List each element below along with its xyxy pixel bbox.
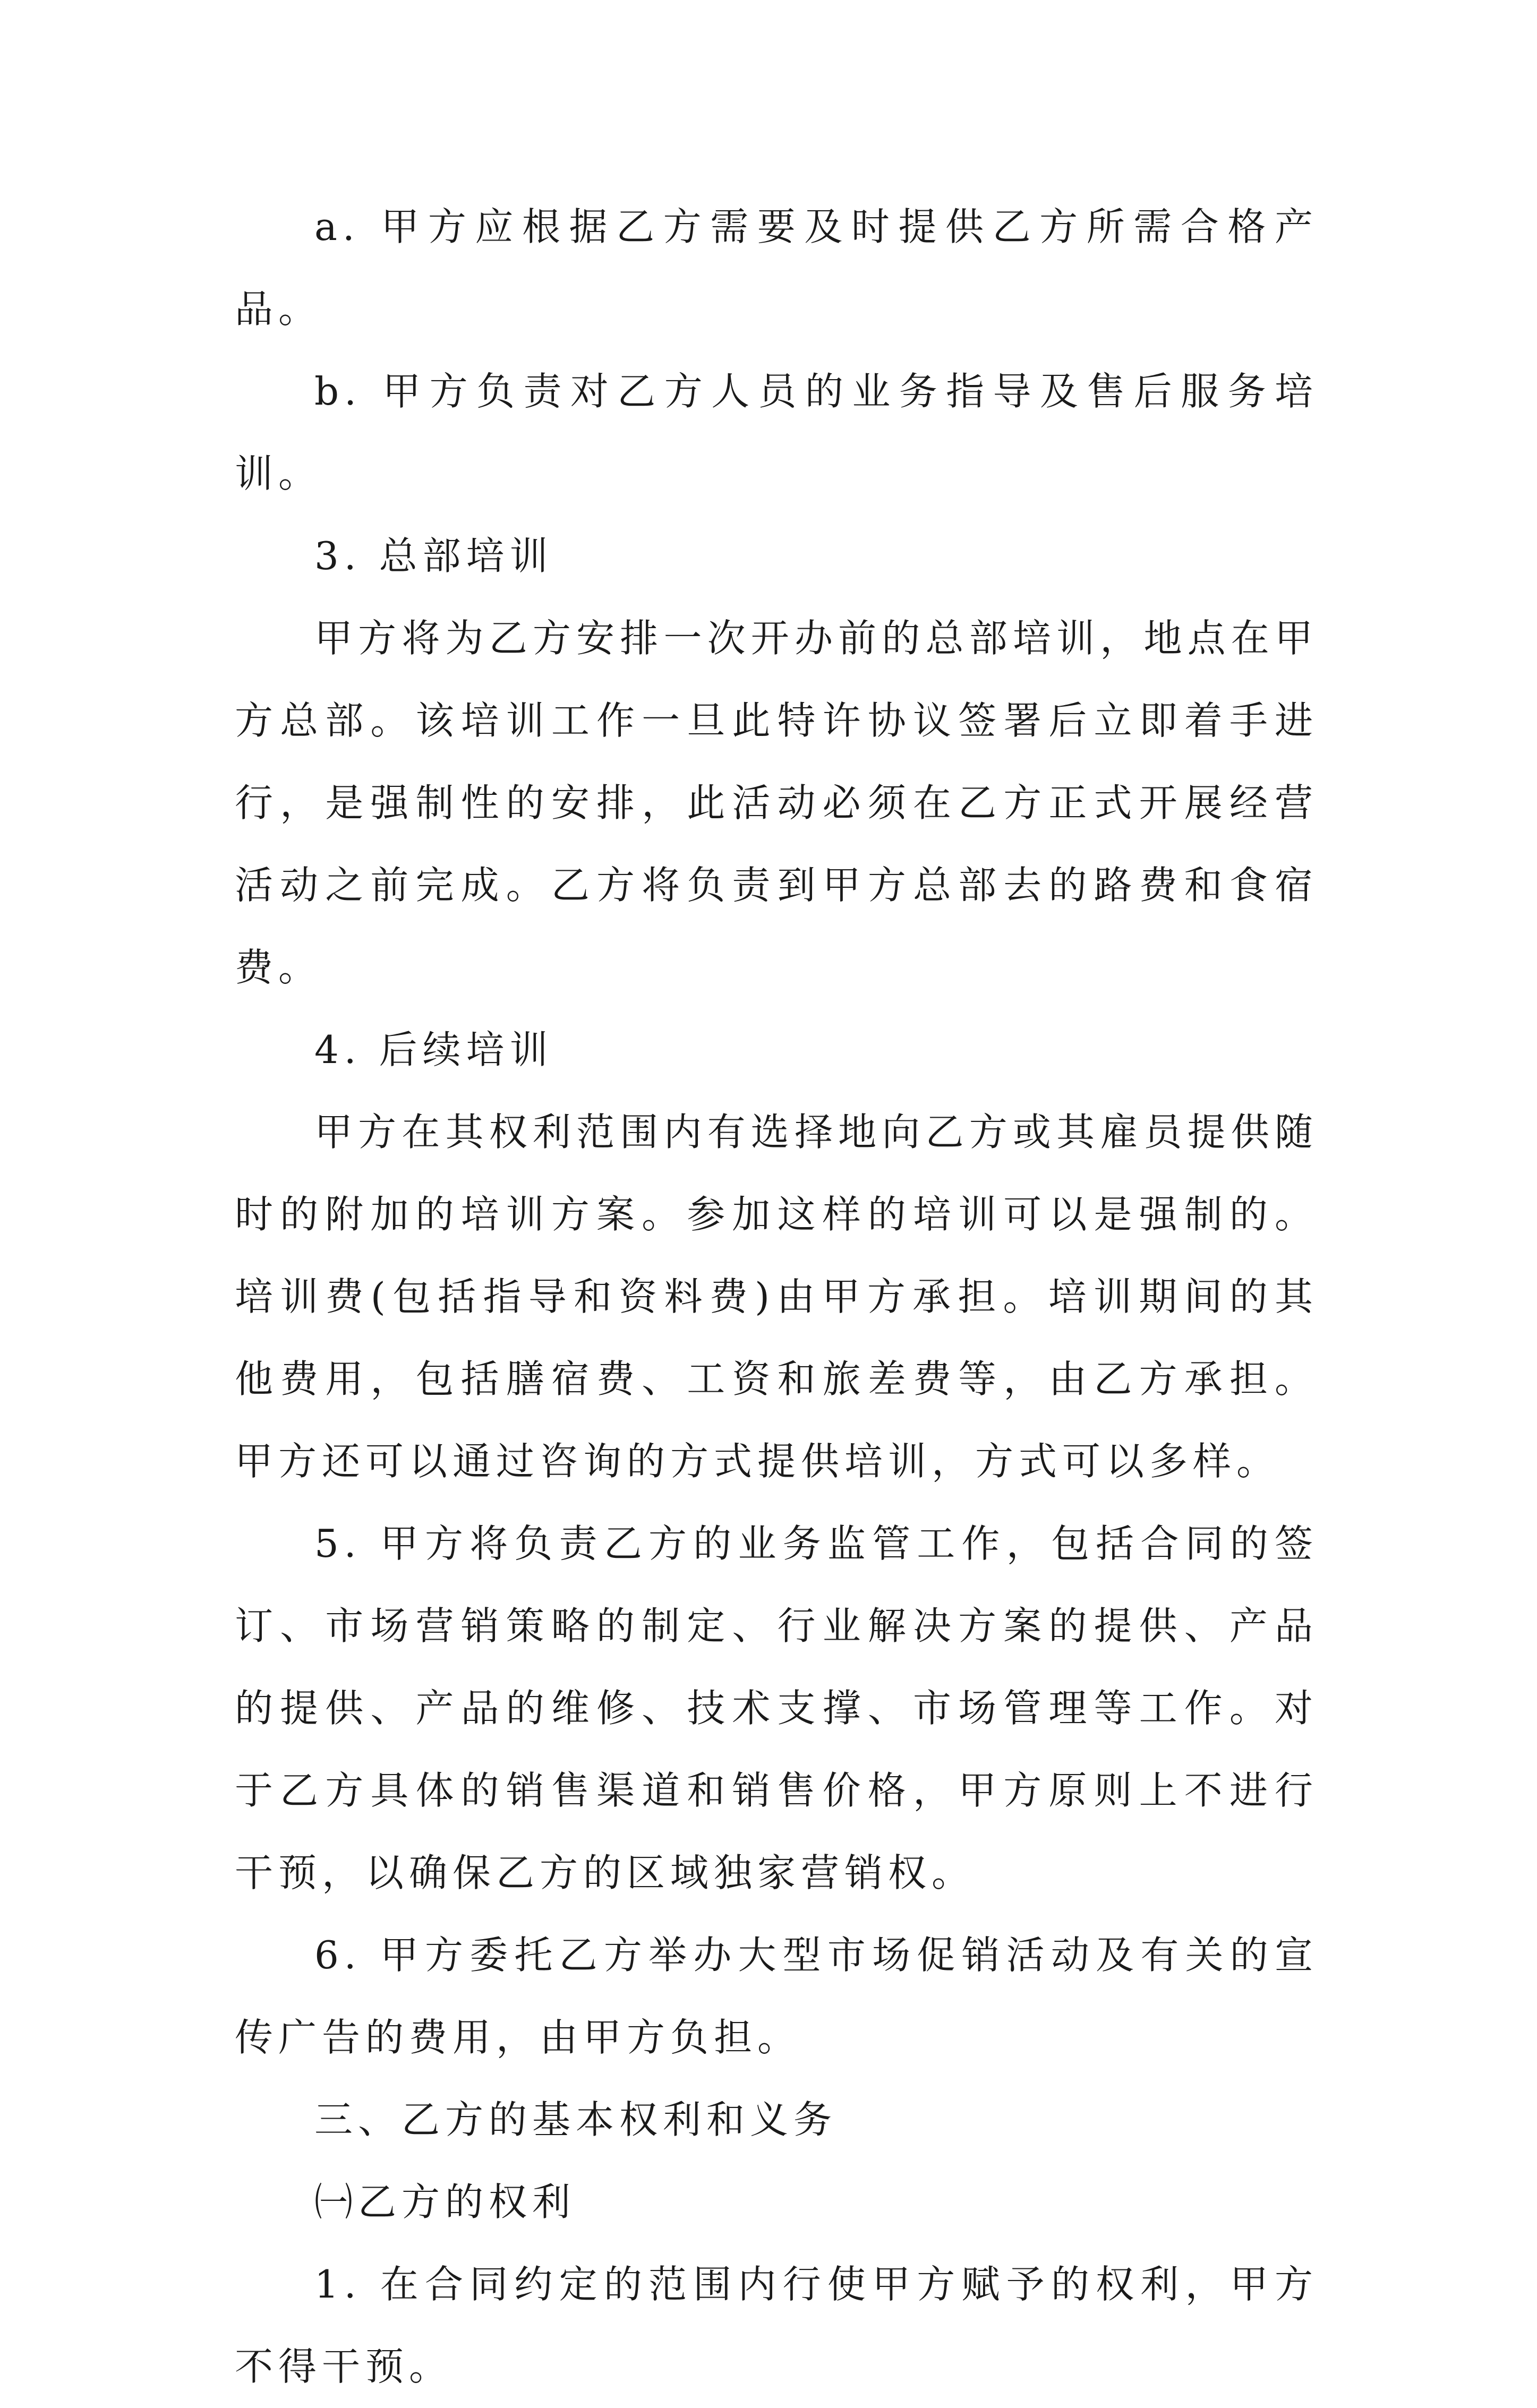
subheading-party-b-rights: ㈠乙方的权利 [314, 2180, 576, 2224]
paragraph-b: b. 甲方负责对乙方人员的业务指导及售后服务培训。 [235, 369, 1318, 496]
heading-headquarters-training: 3. 总部培训 [314, 534, 553, 578]
paragraph-follow-up-training: 甲方在其权利范围内有选择地向乙方或其雇员提供随时的附加的培训方案。参加这样的培训可以是强制的。培训费(包括指导和资料费)由甲方承担。培训期间的其他费用，包括膳宿费、工资和旅差费等，由乙方承担。甲方还可以通过咨询的方式提供培训，方式可以多样。 [235, 1110, 1318, 1484]
paragraph-1-rights: 1. 在合同约定的范围内行使甲方赋予的权利，甲方不得干预。 [235, 2262, 1318, 2389]
heading-follow-up-training: 4. 后续培训 [314, 1027, 553, 1072]
paragraph-5-supervision: 5. 甲方将负责乙方的业务监管工作，包括合同的签订、市场营销策略的制定、行业解决方案的提供、产品的提供、产品的维修、技术支撑、市场管理等工作。对于乙方具体的销售渠道和销售价格，甲方原则上不进行干预，以确保乙方的区域独家营销权。 [235, 1521, 1318, 1895]
paragraph-a: a. 甲方应根据乙方需要及时提供乙方所需合格产品。 [235, 204, 1318, 331]
paragraph-headquarters-training: 甲方将为乙方安排一次开办前的总部培训，地点在甲方总部。该培训工作一旦此特许协议签署后立即着手进行，是强制性的安排，此活动必须在乙方正式开展经营活动之前完成。乙方将负责到甲方总部去的路费和食宿费。 [235, 616, 1318, 990]
paragraph-6-promotion: 6. 甲方委托乙方举办大型市场促销活动及有关的宣传广告的费用，由甲方负担。 [235, 1933, 1318, 2060]
heading-party-b-rights: 三、乙方的基本权利和义务 [314, 2097, 838, 2142]
document-body [235, 186, 1318, 2408]
